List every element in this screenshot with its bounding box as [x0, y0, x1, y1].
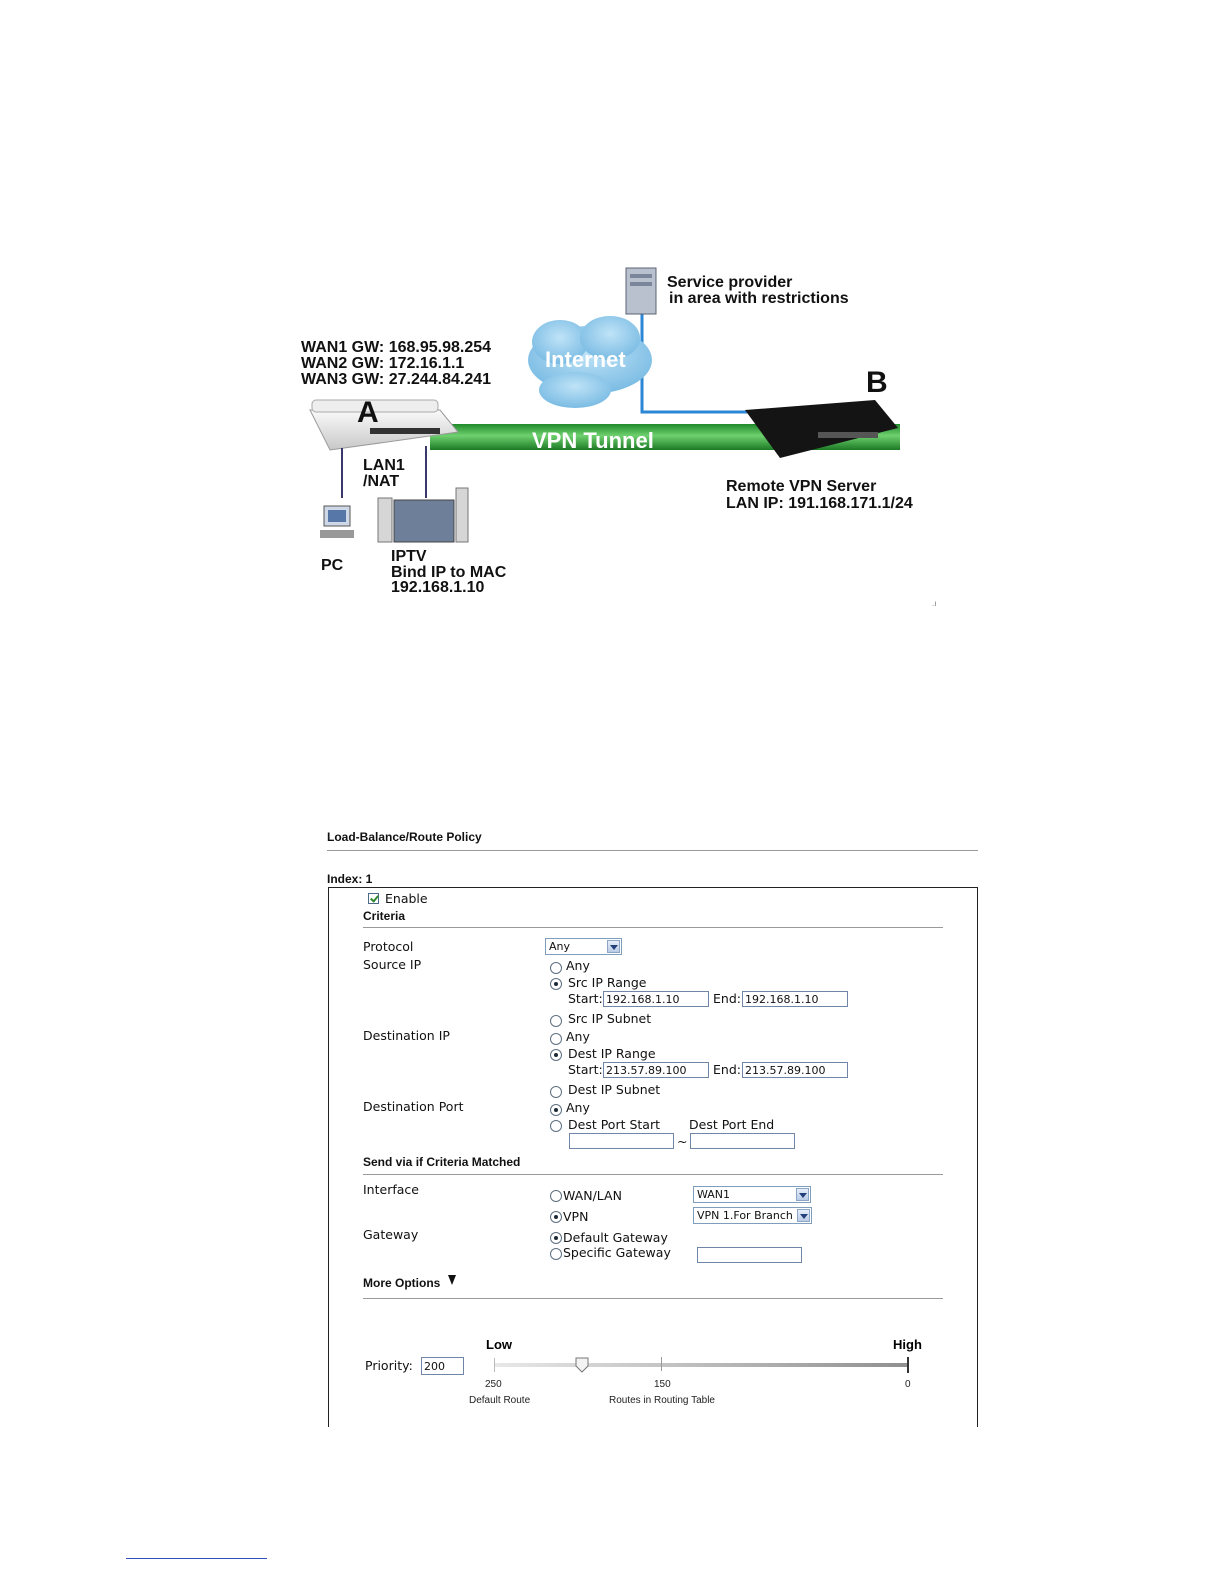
specific-gateway-radio[interactable] — [550, 1248, 562, 1260]
port-range-tilde: ~ — [677, 1134, 688, 1149]
criteria-heading: Criteria — [363, 909, 406, 923]
slider-tick-250 — [494, 1358, 495, 1372]
criteria-divider — [363, 927, 943, 928]
src-ip-range-radio[interactable] — [550, 978, 562, 990]
priority-slider-track[interactable] — [495, 1363, 909, 1367]
src-any-radio[interactable] — [550, 962, 562, 974]
vpn-radio[interactable] — [550, 1211, 562, 1223]
iptv-icon — [378, 488, 468, 542]
service-provider-sub-label: in area with restrictions — [669, 290, 849, 307]
vpn-select-value: VPN 1.For Branch — [697, 1209, 793, 1222]
protocol-select-value: Any — [549, 940, 571, 953]
page-title: Load-Balance/Route Policy — [327, 830, 482, 844]
vpn-tunnel-label: VPN Tunnel — [532, 428, 654, 453]
dest-ip-subnet-radio[interactable] — [550, 1086, 562, 1098]
pc-label: PC — [321, 557, 344, 574]
dest-ip-subnet-label: Dest IP Subnet — [568, 1082, 661, 1097]
enable-checkbox[interactable] — [368, 893, 379, 904]
iptv-ip-label: 192.168.1.10 — [391, 579, 485, 596]
src-end-label: End: — [713, 991, 741, 1006]
chevron-down-icon — [797, 1209, 810, 1222]
destination-ip-label: Destination IP — [363, 1028, 450, 1043]
chevron-down-icon — [796, 1188, 809, 1201]
protocol-select[interactable] — [545, 938, 622, 955]
routes-in-table-caption: Routes in Routing Table — [609, 1395, 715, 1406]
vpn-select[interactable] — [693, 1207, 812, 1224]
pc-icon — [320, 506, 354, 538]
dest-start-input[interactable]: 213.57.89.100 — [603, 1062, 709, 1078]
destination-port-label: Destination Port — [363, 1099, 464, 1114]
dest-port-end-input[interactable] — [690, 1133, 795, 1149]
tick-label-150: 150 — [654, 1379, 671, 1390]
router-a-label: A — [357, 396, 379, 429]
wan-lan-radio[interactable] — [550, 1190, 562, 1202]
vpn-label: VPN — [563, 1209, 589, 1224]
wan-lan-select[interactable] — [693, 1186, 811, 1203]
footer-link-line — [126, 1558, 267, 1559]
title-divider — [327, 850, 978, 851]
corner-mark: .ı — [932, 599, 937, 608]
tick-label-0: 0 — [905, 1379, 911, 1390]
server-icon — [626, 268, 656, 314]
provider-link-line — [642, 308, 760, 412]
dest-ip-range-radio[interactable] — [550, 1049, 562, 1061]
remote-vpn-label: Remote VPN Server — [726, 478, 877, 495]
specific-gateway-input[interactable] — [697, 1247, 802, 1263]
wan-lan-select-value: WAN1 — [697, 1188, 731, 1201]
service-provider-label: Service provider — [667, 274, 793, 291]
src-ip-range-label: Src IP Range — [568, 975, 647, 990]
send-via-heading: Send via if Criteria Matched — [363, 1155, 521, 1169]
priority-label: Priority: — [365, 1358, 413, 1373]
src-start-input[interactable]: 192.168.1.10 — [603, 991, 709, 1007]
priority-slider-thumb[interactable] — [575, 1357, 589, 1373]
nat-label: /NAT — [363, 473, 400, 490]
gateway-label: Gateway — [363, 1227, 419, 1242]
internet-label: Internet — [545, 347, 626, 372]
wan1-gw-label: WAN1 GW: 168.95.98.254 — [301, 339, 492, 356]
source-ip-label: Source IP — [363, 957, 422, 972]
dest-start-label: Start: — [568, 1062, 603, 1077]
src-any-label: Any — [566, 958, 590, 973]
more-options-toggle[interactable]: More Options — [363, 1276, 441, 1290]
default-gateway-radio[interactable] — [550, 1232, 562, 1244]
interface-label: Interface — [363, 1182, 419, 1197]
more-options-divider — [363, 1298, 943, 1299]
dest-port-start-input[interactable] — [569, 1133, 674, 1149]
specific-gateway-label: Specific Gateway — [563, 1245, 671, 1260]
iptv-bind-label: Bind IP to MAC — [391, 564, 507, 581]
dest-port-start-label: Dest Port Start — [568, 1117, 660, 1132]
src-ip-subnet-radio[interactable] — [550, 1015, 562, 1027]
slider-tick-0 — [907, 1357, 909, 1373]
priority-input[interactable]: 200 — [421, 1357, 464, 1375]
tick-label-250: 250 — [485, 1379, 502, 1390]
lan1-label: LAN1 — [363, 457, 405, 474]
wan-lan-label: WAN/LAN — [563, 1188, 622, 1203]
wan2-gw-label: WAN2 GW: 172.16.1.1 — [301, 355, 465, 372]
protocol-label: Protocol — [363, 939, 414, 954]
slider-low-label: Low — [486, 1337, 512, 1352]
chevron-down-icon — [607, 940, 620, 953]
default-route-caption: Default Route — [469, 1395, 531, 1406]
dest-ip-range-label: Dest IP Range — [568, 1046, 656, 1061]
dest-port-start-radio[interactable] — [550, 1120, 562, 1132]
port-any-label: Any — [566, 1100, 590, 1115]
router-b-label: B — [866, 366, 888, 399]
iptv-label: IPTV — [391, 548, 427, 565]
dest-end-label: End: — [713, 1062, 741, 1077]
dest-any-radio[interactable] — [550, 1033, 562, 1045]
remote-vpn-ip-label: LAN IP: 191.168.171.1/24 — [726, 495, 913, 512]
dest-any-label: Any — [566, 1029, 590, 1044]
src-ip-subnet-label: Src IP Subnet — [568, 1011, 652, 1026]
src-end-input[interactable]: 192.168.1.10 — [742, 991, 848, 1007]
enable-label: Enable — [385, 891, 428, 906]
dest-port-end-label: Dest Port End — [689, 1117, 775, 1132]
slider-high-label: High — [893, 1337, 922, 1352]
port-any-radio[interactable] — [550, 1104, 562, 1116]
default-gateway-label: Default Gateway — [563, 1230, 668, 1245]
triangle-down-icon[interactable] — [448, 1275, 456, 1285]
wan3-gw-label: WAN3 GW: 27.244.84.241 — [301, 371, 492, 388]
send-via-divider — [363, 1174, 943, 1175]
index-label: Index: 1 — [327, 872, 373, 886]
src-start-label: Start: — [568, 991, 603, 1006]
slider-tick-150 — [661, 1357, 662, 1371]
dest-end-input[interactable]: 213.57.89.100 — [742, 1062, 848, 1078]
